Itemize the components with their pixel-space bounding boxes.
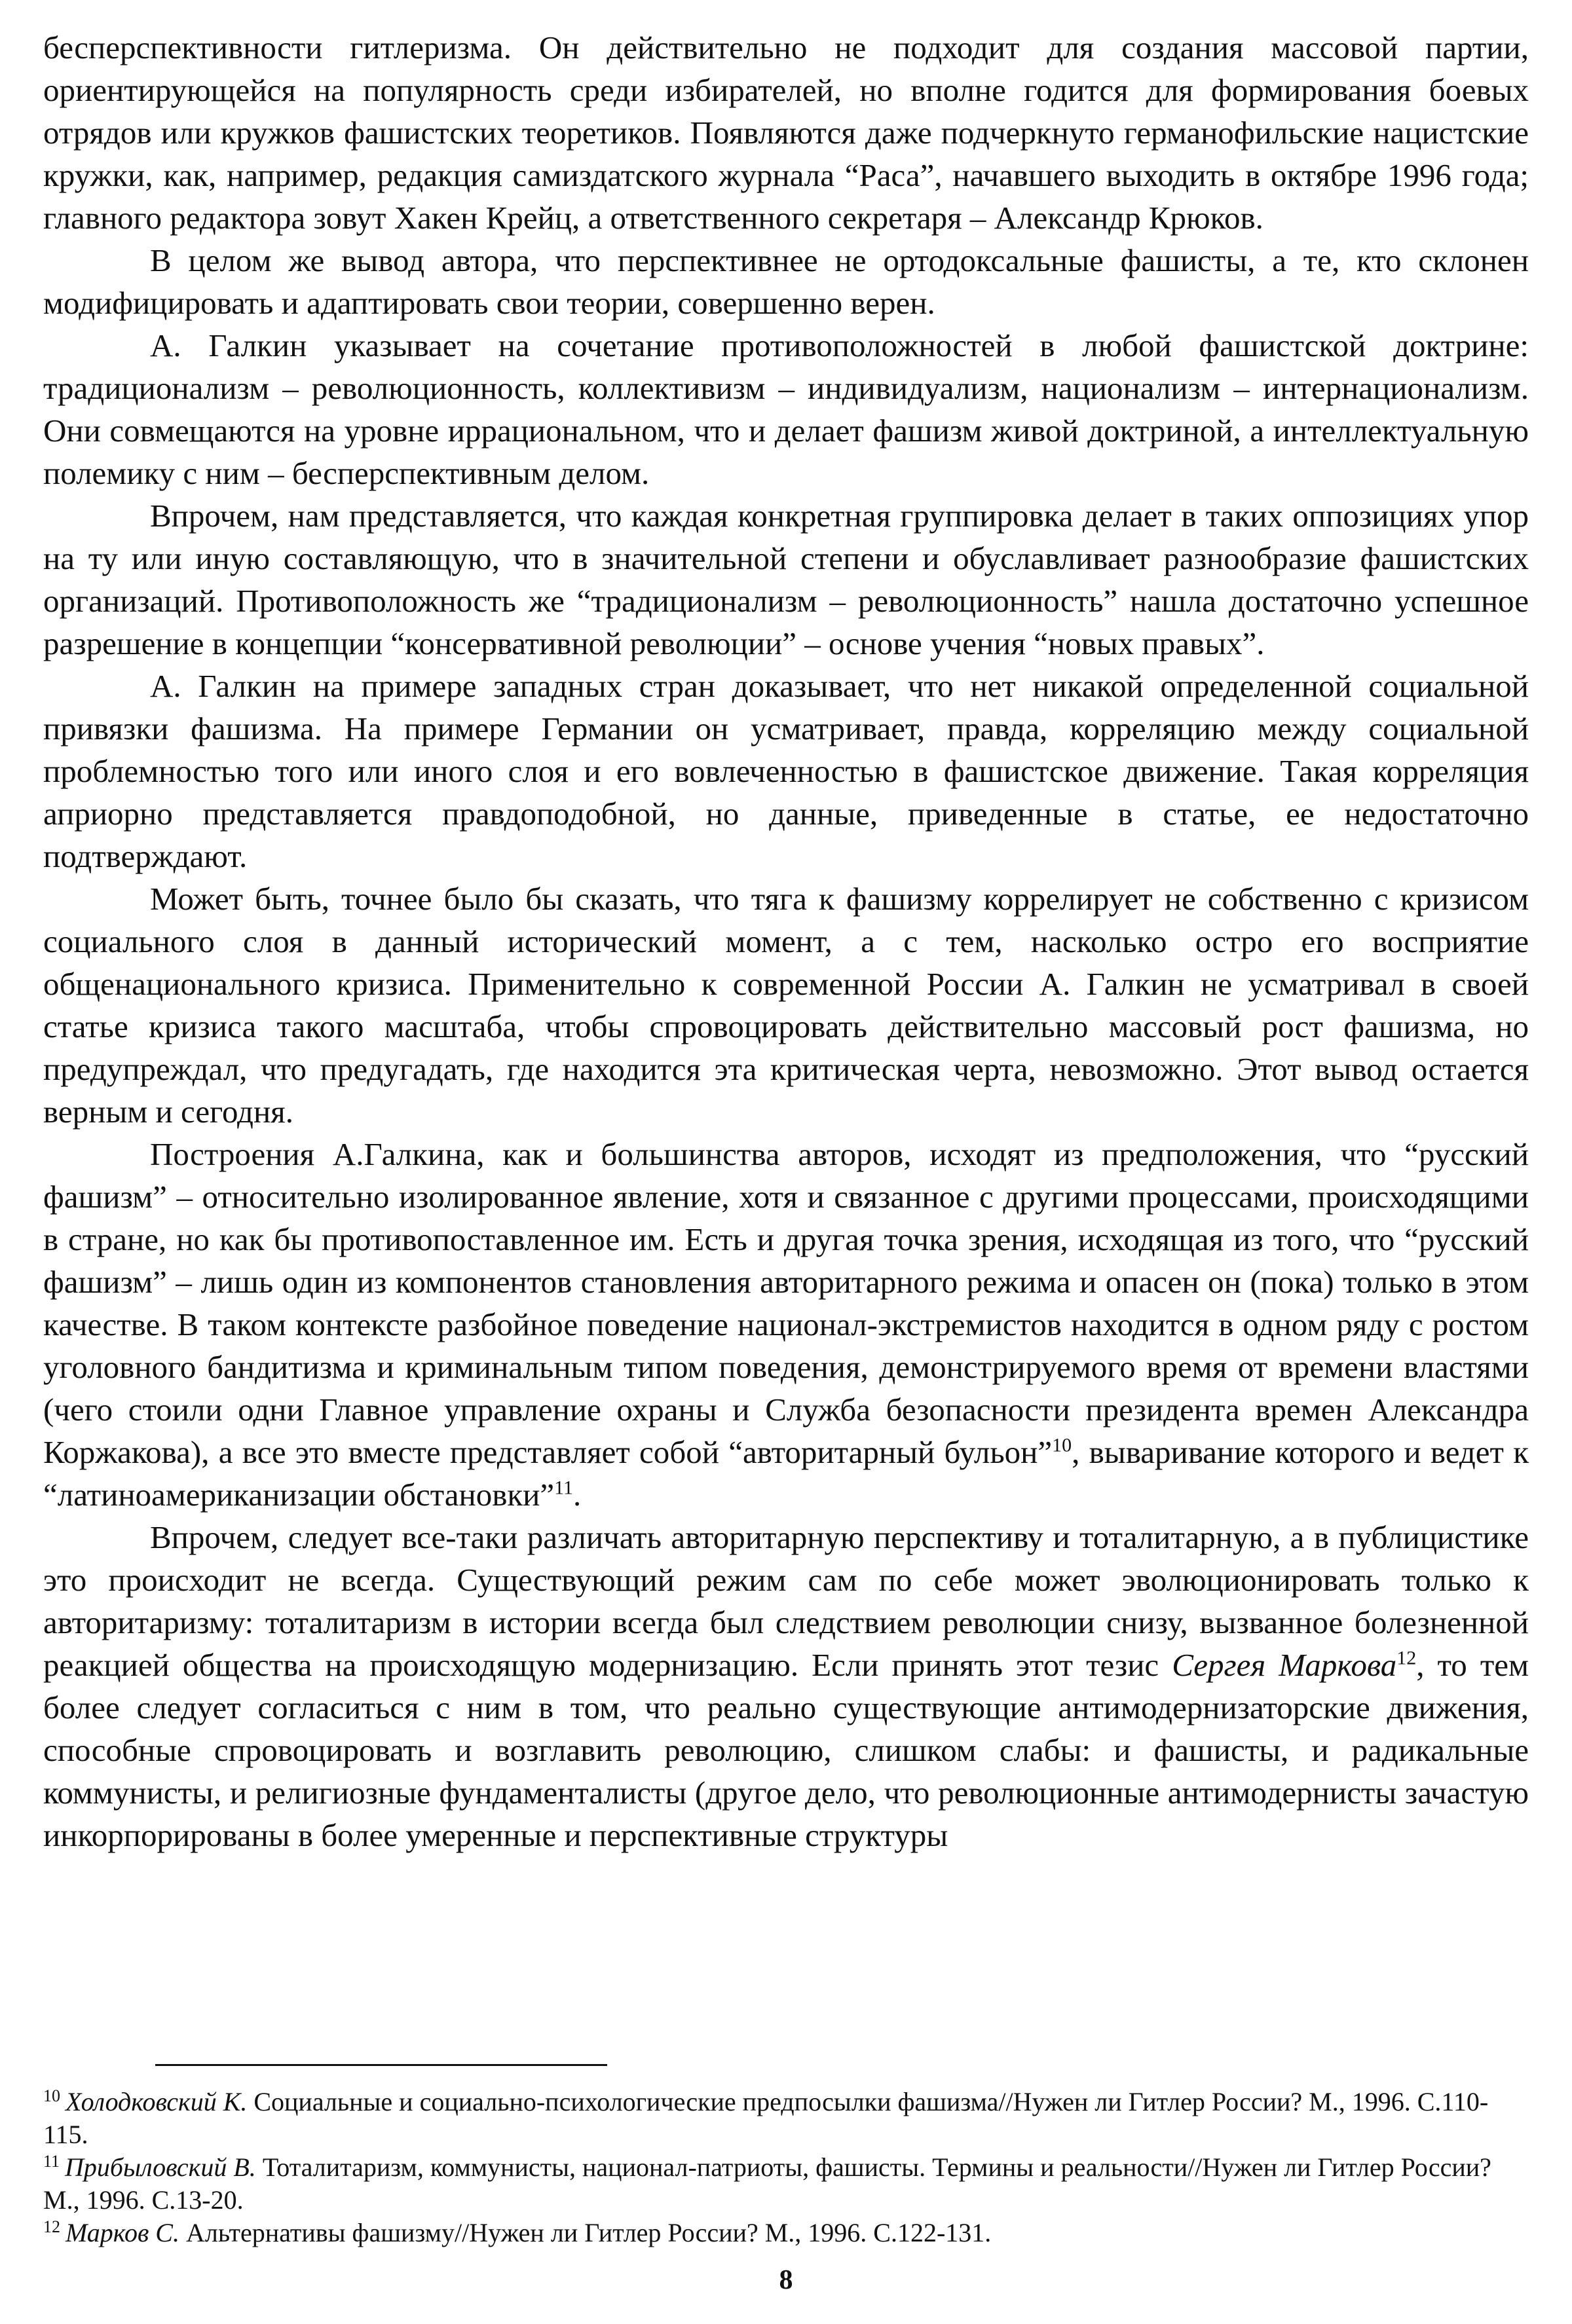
footnote-ref-12: 12 <box>1396 1647 1417 1669</box>
paragraph-6: Может быть, точнее было бы сказать, что тяга к фашизму коррелирует не собственно с кризисом социального слоя в данный исторический момент, а с тем, насколько остро его восприятие общенационального кризиса. Применительно к современной России А. Галкин не усматривал в своей статье кризиса такого масштаба, чтобы спровоцировать действительно массовый рост фашизма, но предупреждал, что предугадать, где находится эта критическая черта, невозможно. Этот вывод остается верным и сегодня. <box>43 881 1529 1130</box>
footnote-text: Тоталитаризм, коммунисты, национал-патриоты, фашисты. Термины и реальности//Нужен ли Гитлер России? М., 1996. С.13-20. <box>43 2152 1491 2215</box>
footnote-text: Альтернативы фашизму//Нужен ли Гитлер России? М., 1996. С.122-131. <box>179 2218 992 2247</box>
footnote-author: Марков С. <box>66 2218 179 2247</box>
footnote-text: Социальные и социально-психологические предпосылки фашизма//Нужен ли Гитлер России? М., 1996. С.110-115. <box>43 2087 1489 2149</box>
footnote-12 <box>43 2217 1529 2249</box>
document-body <box>43 26 1529 1856</box>
paragraph-4: Впрочем, нам представляется, что каждая конкретная группировка делает в таких оппозициях упор на ту или иную составляющую, что в значительной степени и обуславливает разнообразие фашистских организаций. Противоположность же “традиционализм – революционность” нашла достаточно успешное разрешение в концепции “консервативной революции” – основе учения “новых правых”. <box>43 498 1529 661</box>
footnote-ref-10: 10 <box>1052 1434 1072 1456</box>
footnote-number: 10 <box>43 2086 60 2105</box>
footnote-ref-11: 11 <box>554 1477 574 1499</box>
paragraph-7-text-a: Построения А.Галкина, как и большинства авторов, исходят из предположения, что “русский фашизм” – относительно изолированное явление, хотя и связанное с другими процессами, происходящими в стране, но как бы противопоставленное им. Есть и другая точка зрения, исходящая из того, что “русский фашизм” – лишь один из компонентов становления авторитарного режима и опасен он (пока) только в этом качестве. В таком контексте разбойное поведение национал-экстремистов находится в одном ряду с ростом уголовного бандитизма и криминальным типом поведения, демонстрируемого время от времени властями (чего стоили одни Главное управление охраны и Служба безопасности президента времен Александра Коржакова), а все это вместе представляет собой “авторитарный бульон” <box>43 1136 1529 1470</box>
footnote-author: Прибыловский В. <box>65 2152 256 2182</box>
footnote-number: 12 <box>43 2217 60 2236</box>
cited-author: Сергея Маркова <box>1172 1647 1397 1683</box>
paragraph-3: А. Галкин указывает на сочетание противоположностей в любой фашистской доктрине: традиционализм – революционность, коллективизм – индивидуализм, национализм – интернационализм. Они совмещаются на уровне иррациональном, что и делает фашизм живой доктриной, а интеллектуальную полемику с ним – бесперспективным делом. <box>43 327 1529 491</box>
paragraph-2: В целом же вывод автора, что перспективнее не ортодоксальные фашисты, а те, кто склонен модифицировать и адаптировать свои теории, совершенно верен. <box>43 242 1529 321</box>
paragraph-1: бесперспективности гитлеризма. Он действительно не подходит для создания массовой партии, ориентирующейся на популярность среди избирателей, но вполне годится для формирования боевых отрядов или кружков фашистских теоретиков. Появляются даже подчеркнуто германофильские нацистские кружки, как, например, редакция самиздатского журнала “Раса”, начавшего выходить в октябре 1996 года; главного редактора зовут Хакен Крейц, а ответственного секретаря – Александр Крюков. <box>43 29 1529 236</box>
paragraph-8-text-b: , то тем более следует согласиться с ним в том, что реально существующие антимодернизаторские движения, способные спровоцировать и возглавить революцию, слишком слабы: и фашисты, и радикальные коммунисты, и религиозные фундаменталисты (другое дело, что революционные антимодернисты зачастую инкорпорированы в более умеренные и перспективные структуры <box>43 1647 1529 1853</box>
paragraph-8 <box>43 1516 1529 1856</box>
paragraph-5: А. Галкин на примере западных стран доказывает, что нет никакой определенной социальной привязки фашизма. На примере Германии он усматривает, правда, корреляцию между социальной проблемностью того или иного слоя и его вовлеченностью в фашистское движение. Такая корреляция априорно представляется правдоподобной, но данные, приведенные в статье, ее недостаточно подтверждают. <box>43 668 1529 874</box>
paragraph-8-text-a: Впрочем, следует все-таки различать авторитарную перспективу и тоталитарную, а в публицистике это происходит не всегда. Существующий режим сам по себе может эволюционировать только к авторитаризму: тоталитаризм в истории всегда был следствием революции снизу, вызванное болезненной реакцией общества на происходящую модернизацию. Если принять этот тезис <box>43 1519 1529 1683</box>
footnote-number: 11 <box>43 2151 60 2171</box>
paragraph-7-text-c: . <box>573 1477 582 1513</box>
footnote-10 <box>43 2086 1529 2151</box>
footnotes <box>43 2086 1529 2249</box>
footnote-separator <box>155 2064 607 2066</box>
footnote-author: Холодковский К. <box>66 2087 248 2116</box>
paragraph-7 <box>43 1133 1529 1516</box>
paragraph-7-text-b: , вываривание которого и ведет к “латиноамериканизации обстановки” <box>43 1434 1529 1513</box>
page-number: 8 <box>779 2265 793 2295</box>
footnote-11 <box>43 2151 1529 2217</box>
